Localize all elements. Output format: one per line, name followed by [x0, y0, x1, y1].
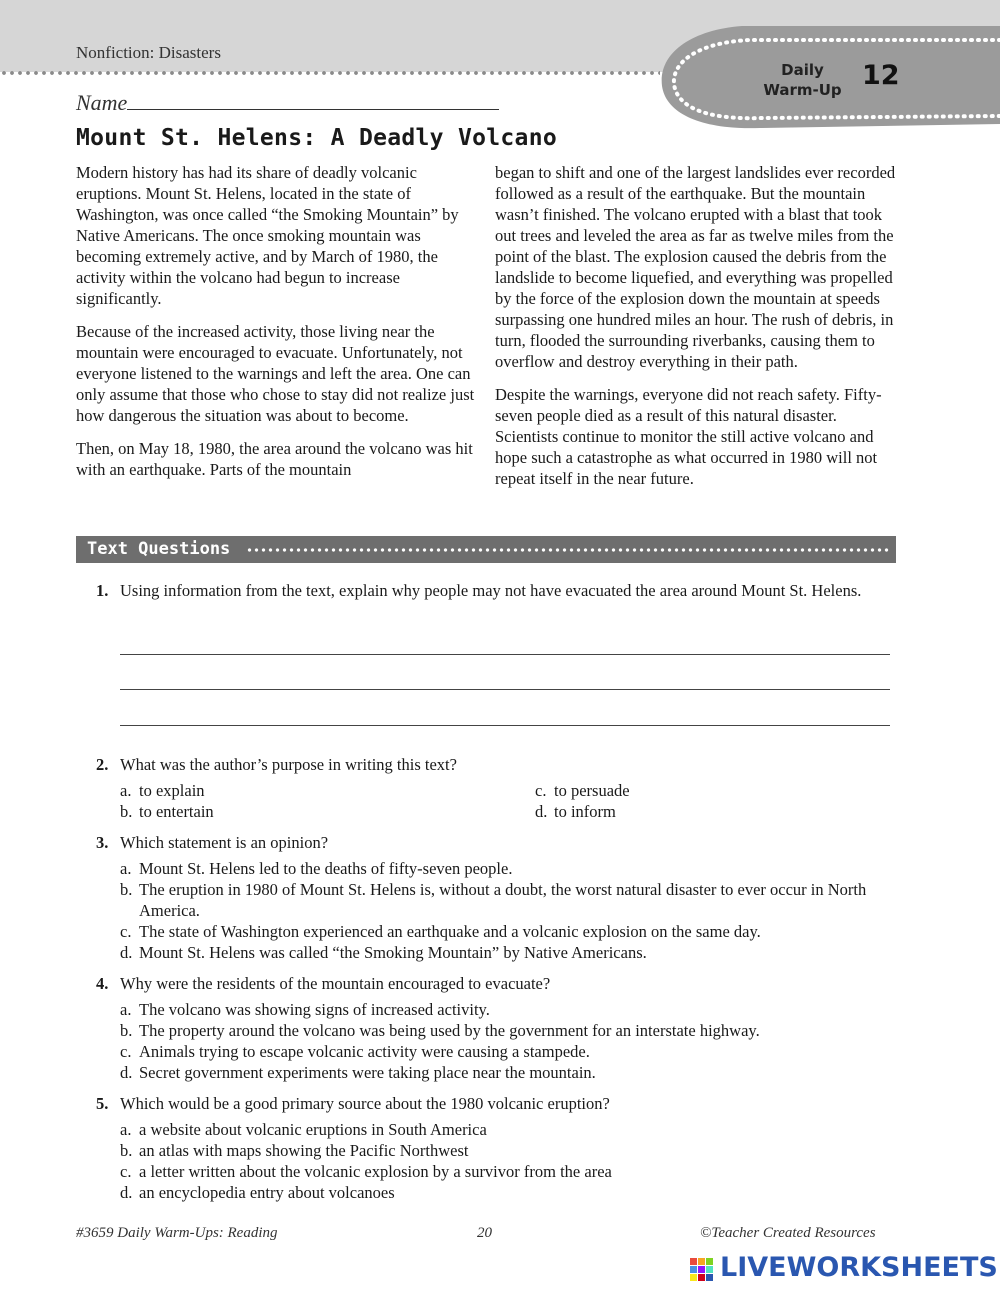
option-text: to entertain	[139, 802, 214, 821]
answer-line[interactable]	[120, 725, 890, 726]
text-questions-heading: Text Questions	[87, 539, 231, 559]
option-letter: b.	[120, 1021, 133, 1040]
option-letter: d.	[120, 1063, 133, 1082]
brand-text: LIVEWORKSHEETS	[720, 1252, 998, 1283]
text-questions-bar	[76, 536, 896, 563]
page-title: Mount St. Helens: A Deadly Volcano	[76, 125, 558, 151]
footer-page-number: 20	[477, 1225, 492, 1241]
question-number: 1.	[96, 581, 109, 600]
badge-number: 12	[862, 60, 900, 91]
option-letter: b.	[120, 1141, 133, 1160]
option-text: Animals trying to escape volcanic activity were causing a stampede.	[139, 1042, 590, 1061]
name-blank[interactable]	[127, 89, 499, 110]
footer-copyright: ©Teacher Created Resources	[700, 1225, 876, 1241]
question-number: 3.	[96, 833, 109, 852]
question-text: Why were the residents of the mountain encouraged to evacuate?	[120, 974, 551, 993]
option-text: to persuade	[554, 781, 630, 800]
option-letter: c.	[120, 922, 132, 941]
bar-dot-rule	[246, 547, 890, 553]
option-letter: b.	[120, 880, 133, 899]
badge-label-line2: Warm-Up	[763, 81, 842, 99]
option-text: to explain	[139, 781, 205, 800]
option-letter: b.	[120, 802, 133, 821]
option-letter: d.	[120, 1183, 133, 1202]
name-field[interactable]	[76, 89, 499, 116]
option-text: The property around the volcano was being used by the government for an interstate highway.	[139, 1021, 760, 1040]
question-number: 4.	[96, 974, 109, 993]
option-text: an atlas with maps showing the Pacific Northwest	[139, 1141, 469, 1160]
question-text: Which would be a good primary source about the 1980 volcanic eruption?	[120, 1094, 610, 1113]
passage-column-right	[495, 162, 897, 501]
option-letter: c.	[120, 1042, 132, 1061]
question-text: Using information from the text, explain why people may not have evacuated the area around Mount St. Helens.	[120, 581, 862, 600]
series-label: Nonfiction: Disasters	[76, 43, 221, 62]
passage-paragraph: Because of the increased activity, those living near the mountain were encouraged to evacuate. Unfortunately, not everyone listened to the warnings and left the area. One can only assume that those who chose to stay did not realize just how dangerous the situation was about to become.	[76, 322, 475, 425]
answer-line[interactable]	[120, 654, 890, 655]
option-text: Mount St. Helens was called “the Smoking Mountain” by Native Americans.	[139, 943, 647, 962]
option-text: a letter written about the volcanic explosion by a survivor from the area	[139, 1162, 612, 1181]
option-letter: a.	[120, 781, 132, 800]
question-number: 5.	[96, 1094, 109, 1113]
option-text: a website about volcanic eruptions in South America	[139, 1120, 487, 1139]
option-text: an encyclopedia entry about volcanoes	[139, 1183, 395, 1202]
option-letter: a.	[120, 1120, 132, 1139]
option-letter: a.	[120, 859, 132, 878]
question-text: Which statement is an opinion?	[120, 833, 329, 852]
question-text: What was the author’s purpose in writing this text?	[120, 755, 457, 774]
option-letter: d.	[535, 802, 548, 821]
passage-column-left	[76, 162, 478, 492]
answer-line[interactable]	[120, 689, 890, 690]
option-text: Mount St. Helens led to the deaths of fifty-seven people.	[139, 859, 513, 878]
option-letter: a.	[120, 1000, 132, 1019]
option-letter: c.	[535, 781, 547, 800]
name-label: Name	[76, 90, 128, 115]
option-text: The eruption in 1980 of Mount St. Helens is, without a doubt, the worst natural disaster to ever occur in North America.	[139, 880, 867, 920]
option-text: Secret government experiments were taking place near the mountain.	[139, 1063, 596, 1082]
passage-paragraph: Despite the warnings, everyone did not reach safety. Fifty-seven people died as a result of this natural disaster. Scientists continue to monitor the still active volcano and hope such a catastrophe as what occurred in 1980 will not repeat itself in the near future.	[495, 385, 882, 488]
option-letter: d.	[120, 943, 133, 962]
passage-paragraph: Then, on May 18, 1980, the area around the volcano was hit with an earthquake. Parts of the mountain	[76, 439, 473, 479]
option-text: The state of Washington experienced an earthquake and a volcanic explosion on the same day.	[139, 922, 761, 941]
liveworksheets-logo-icon	[690, 1258, 714, 1282]
badge-label-line1: Daily	[781, 61, 824, 79]
option-text: to inform	[554, 802, 616, 821]
passage-paragraph: began to shift and one of the largest landslides ever recorded followed as a result of the earthquake. But the mountain wasn’t finished. The volcano erupted with a blast that took out trees and leveled the area as far as twelve miles from the point of the blast. The explosion caused the debris from the landslide to become liquefied, and everything was propelled by the force of the explosion down the mountain at speeds surpassing one hundred miles an hour. The rush of debris, in turn, flooded the surrounding riverbanks, causing them to overflow and destroy everything in their path.	[495, 163, 896, 371]
question-number: 2.	[96, 755, 109, 774]
option-text: The volcano was showing signs of increased activity.	[139, 1000, 490, 1019]
footer-book-title: #3659 Daily Warm-Ups: Reading	[76, 1225, 278, 1241]
option-letter: c.	[120, 1162, 132, 1181]
header-dot-rule	[0, 70, 660, 76]
passage-paragraph: Modern history has had its share of deadly volcanic eruptions. Mount St. Helens, located in the state of Washington, was once called “the Smoking Mountain” by Native Americans. The once smoking mountain was becoming extremely active, and by March of 1980, the activity within the volcano had begun to increase significantly.	[76, 163, 459, 308]
badge-label	[755, 60, 850, 100]
